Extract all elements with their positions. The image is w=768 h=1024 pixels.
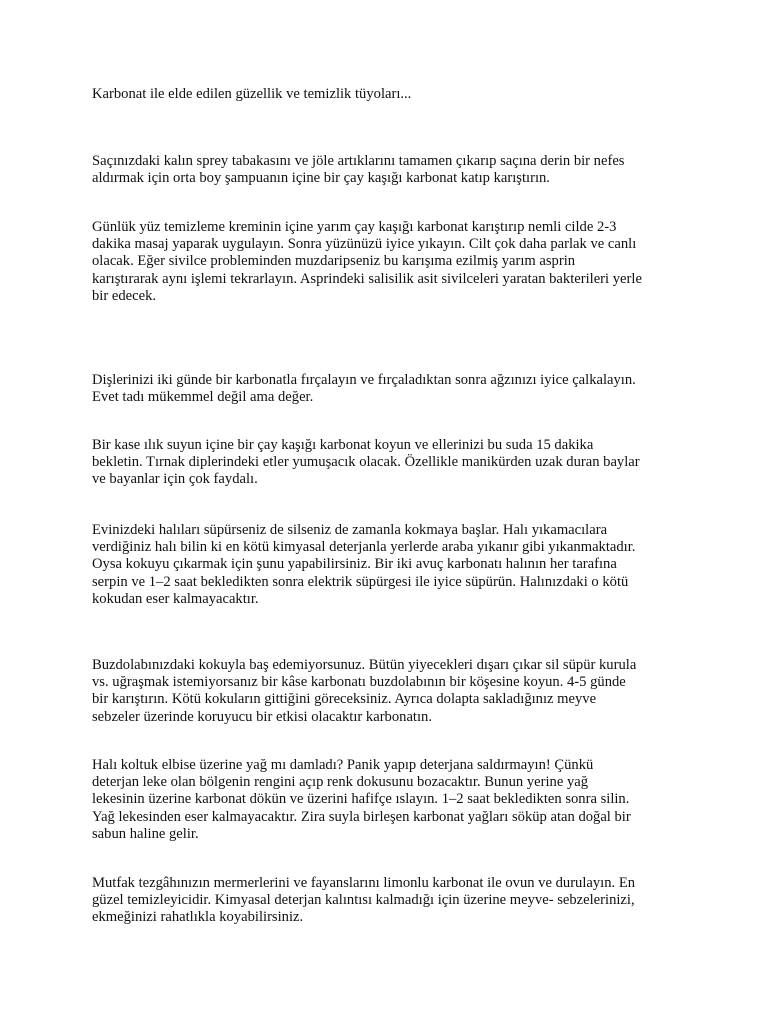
- paragraph-line: Yağ lekesinden eser kalmayacaktır. Zira suyla birleşen karbonat yağları söküp atan doğal bir: [92, 808, 631, 825]
- paragraph-line: deterjan leke olan bölgenin rengini açıp renk dokusunu bozacaktır. Bunun yerine yağ: [92, 774, 589, 791]
- paragraph-hands-nails: [92, 437, 682, 489]
- paragraph-line: Evet tadı mükemmel değil ama değer.: [92, 389, 314, 406]
- paragraph-line: lekesinin üzerine karbonat dökün ve üzerini hafifçe ıslayın. 1–2 saat bekledikten sonra silin.: [92, 791, 630, 808]
- paragraph-fridge: [92, 657, 682, 726]
- paragraph-carpets: [92, 522, 682, 608]
- paragraph-line: Bir kase ılık suyun içine bir çay kaşığı karbonat koyun ve ellerinizi bu suda 15 dakika: [92, 437, 594, 453]
- paragraph-line: ve bayanlar için çok faydalı.: [92, 471, 258, 488]
- paragraph-line: Oysa kokuyu çıkarmak için şunu yapabilirsiniz. Bir iki avuç karbonatı halının her tarafına: [92, 556, 617, 573]
- paragraph-line: sebzeler üzerinde koruyucu bir etkisi olacaktır karbonatın.: [92, 708, 432, 725]
- paragraph-line: Mutfak tezgâhınızın mermerlerini ve fayanslarını limonlu karbonat ile ovun ve durulayın. En: [92, 875, 636, 891]
- paragraph-line: bir karıştırın. Kötü kokuların gittiğini göreceksiniz. Ayrıca dolapta sakladığınız meyve: [92, 691, 597, 708]
- paragraph-line: ekmeğinizi rahatlıkla koyabilirsiniz.: [92, 909, 304, 926]
- document-title: [92, 86, 682, 103]
- paragraph-line: sabun haline gelir.: [92, 825, 199, 842]
- paragraph-line: bekletin. Tırnak diplerindeki etler yumuşacık olacak. Özellikle manikürden uzak duran baylar: [92, 454, 640, 471]
- paragraph-line: bir edecek.: [92, 287, 157, 304]
- paragraph-line: aldırmak için orta boy şampuanın içine bir çay kaşığı karbonat katıp karıştırın.: [92, 170, 550, 187]
- paragraph-hair-shampoo: [92, 153, 682, 187]
- paragraph-line: Buzdolabınızdaki kokuyla baş edemiyorsunuz. Bütün yiyecekleri dışarı çıkar sil süpür kurula: [92, 657, 637, 673]
- paragraph-line: Günlük yüz temizleme kreminin içine yarım çay kaşığı karbonat karıştırıp nemli cilde 2-3: [92, 219, 617, 235]
- paragraph-line: serpin ve 1–2 saat bekledikten sonra elektrik süpürgesi ile iyice süpürün. Halınızdaki o kötü: [92, 573, 629, 590]
- paragraph-line: Dişlerinizi iki günde bir karbonatla fırçalayın ve fırçaladıktan sonra ağzınızı iyice çalkalayın.: [92, 372, 636, 388]
- paragraph-kitchen-counter: [92, 875, 682, 927]
- paragraph-oil-stains: [92, 757, 682, 843]
- title-line: Karbonat ile elde edilen güzellik ve temizlik tüyoları...: [92, 86, 412, 102]
- paragraph-line: Halı koltuk elbise üzerine yağ mı damladı? Panik yapıp deterjana saldırmayın! Çünkü: [92, 757, 594, 773]
- paragraph-line: vs. uğraşmak istemiyorsanız bir kâse karbonatı buzdolabının bir köşesine koyun. 4-5 günde: [92, 674, 626, 691]
- paragraph-face-cleansing: [92, 219, 682, 305]
- paragraph-line: Evinizdeki halıları süpürseniz de silseniz de zamanla kokmaya başlar. Halı yıkamacılara: [92, 522, 608, 538]
- paragraph-line: Saçınızdaki kalın sprey tabakasını ve jöle artıklarını tamamen çıkarıp saçına derin bir nefes: [92, 153, 625, 169]
- paragraph-line: olacak. Eğer sivilce probleminden muzdaripseniz bu karışıma ezilmiş yarım asprin: [92, 253, 576, 270]
- paragraph-line: verdiğiniz halı bilin ki en kötü kimyasal deterjanla yerlerde araba yıkanır gibi yıkanmaktadır.: [92, 539, 636, 556]
- paragraph-teeth: [92, 372, 682, 406]
- paragraph-line: güzel temizleyicidir. Kimyasal deterjan kalıntısı kalmadığı için üzerine meyve- sebzelerinizi,: [92, 892, 635, 909]
- paragraph-line: dakika masaj yaparak uygulayın. Sonra yüzünüzü iyice yıkayın. Cilt çok daha parlak ve canlı: [92, 236, 637, 253]
- paragraph-line: karıştırarak aynı işlemi tekrarlayın. Asprindeki salisilik asit sivilceleri yaratan bakterileri yerle: [92, 270, 642, 287]
- paragraph-line: kokudan eser kalmayacaktır.: [92, 590, 259, 607]
